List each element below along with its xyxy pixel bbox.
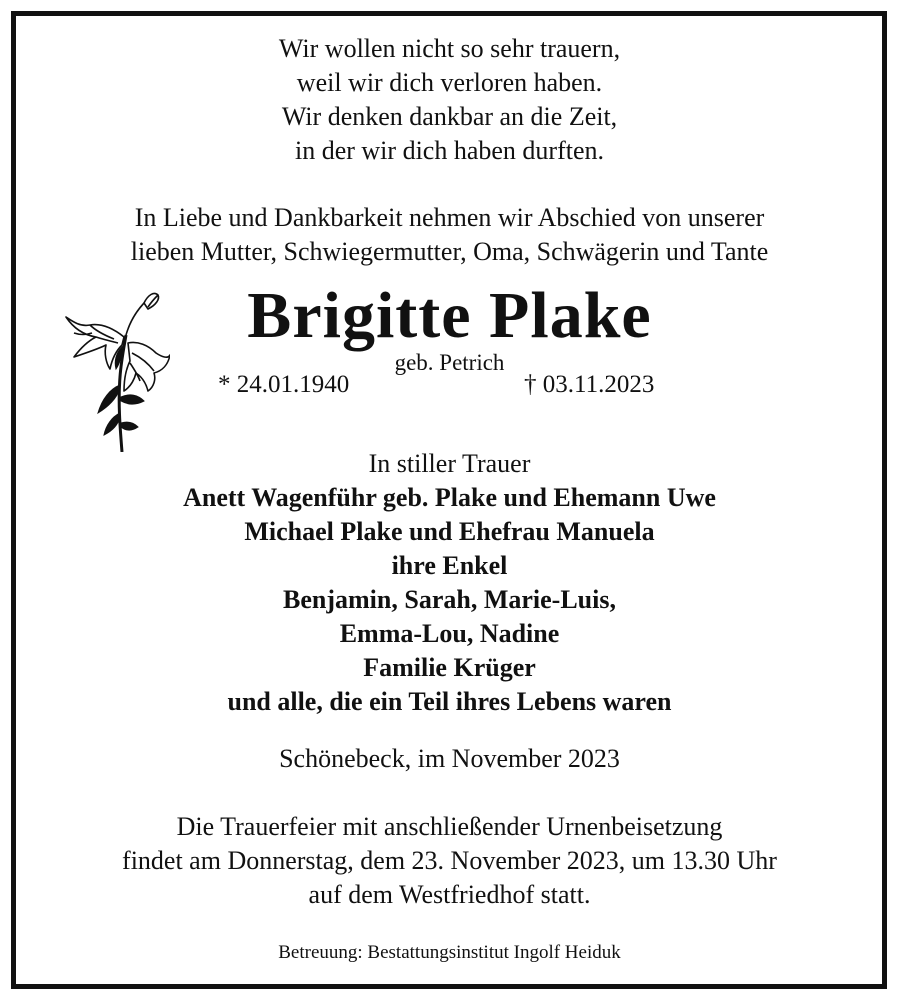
poem-line-1: Wir wollen nicht so sehr trauern, — [278, 34, 621, 63]
poem-line-4: in der wir dich haben durften. — [294, 136, 604, 165]
deceased-name: Brigitte Plake — [247, 279, 652, 352]
intro-line-2: lieben Mutter, Schwiegermutter, Oma, Schwägerin und Tante — [130, 237, 769, 266]
mourner-line-6: Familie Krüger — [363, 653, 536, 682]
place-and-date: Schönebeck, im November 2023 — [279, 744, 620, 773]
poem-line-2: weil wir dich verloren haben. — [296, 68, 603, 97]
ceremony-line-3: auf dem Westfriedhof statt. — [308, 880, 591, 909]
intro-line-1: In Liebe und Dankbarkeit nehmen wir Abschied von unserer — [134, 203, 765, 232]
mourners-heading: In stiller Trauer — [368, 449, 531, 478]
mourner-line-7: und alle, die ein Teil ihres Lebens waren — [227, 687, 672, 716]
mourner-line-2: Michael Plake und Ehefrau Manuela — [244, 517, 655, 546]
birth-date: * 24.01.1940 — [218, 371, 350, 398]
funeral-home-credit: Betreuung: Bestattungsinstitut Ingolf Heiduk — [278, 942, 621, 963]
mourner-line-5: Emma-Lou, Nadine — [339, 619, 560, 648]
mourner-line-3: ihre Enkel — [391, 551, 508, 580]
poem-line-3: Wir denken dankbar an die Zeit, — [281, 102, 618, 131]
ceremony-line-1: Die Trauerfeier mit anschließender Urnenbeisetzung — [176, 812, 723, 841]
ceremony-line-2: findet am Donnerstag, dem 23. November 2023, um 13.30 Uhr — [122, 846, 777, 875]
mourner-line-4: Benjamin, Sarah, Marie-Luis, — [283, 585, 616, 614]
death-date: † 03.11.2023 — [524, 371, 655, 398]
mourner-line-1: Anett Wagenführ geb. Plake und Ehemann Uwe — [183, 483, 716, 512]
maiden-name: geb. Petrich — [394, 350, 505, 375]
